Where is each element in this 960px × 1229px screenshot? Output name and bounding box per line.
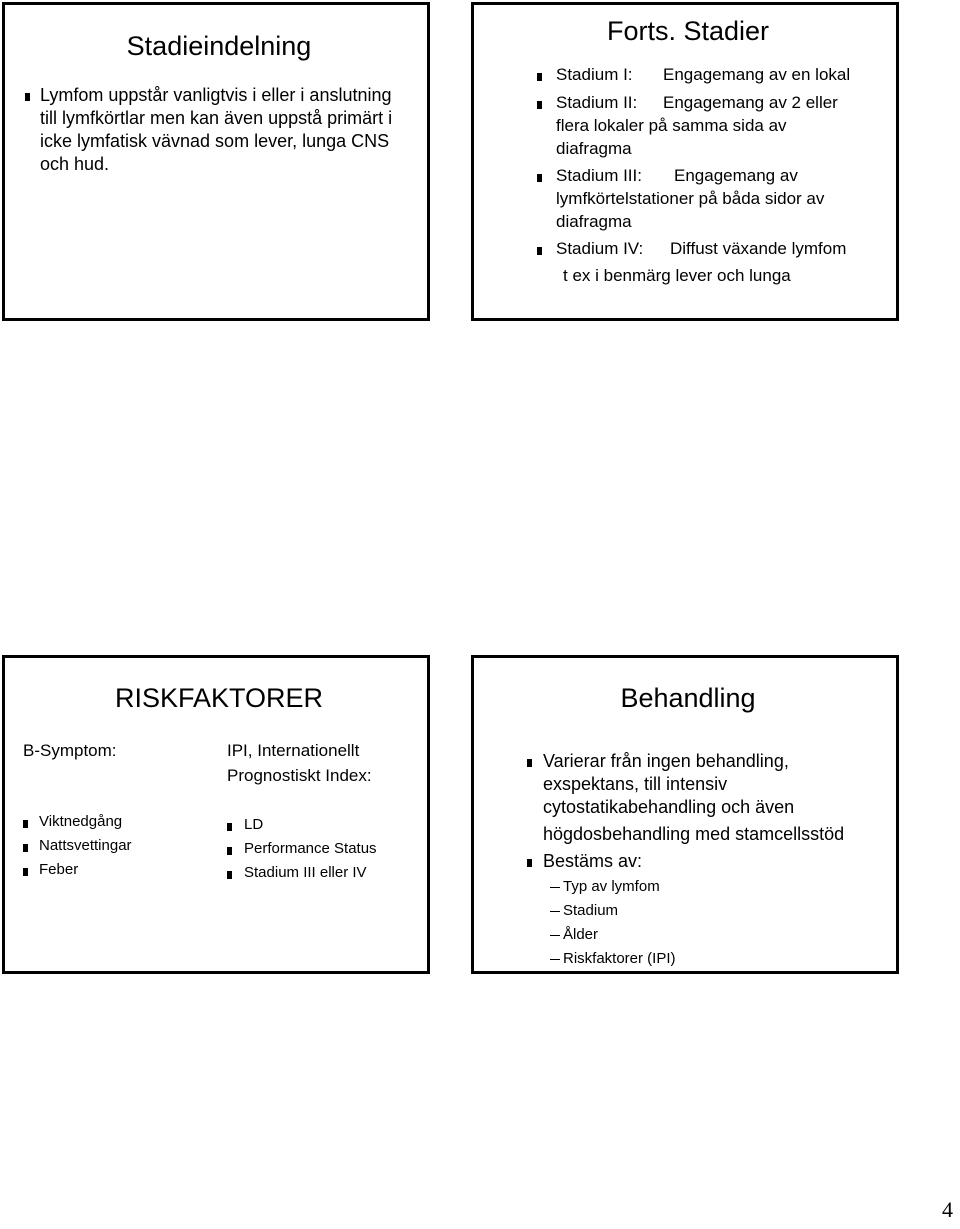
body-line-3: icke lymfatisk vävnad som lever, lunga CNS [40,131,390,151]
stage-3-cont-1: lymfkörtelstationer på båda sidor av [556,189,825,208]
stage-footer-line: t ex i benmärg lever och lunga [563,266,791,285]
stage-4-label: Stadium IV: [556,239,644,258]
body-line-1: Lymfom uppstår vanligtvis i eller i anslutning [40,85,392,105]
ipi-item-2: Performance Status [244,840,377,857]
slide-riskfaktorer [2,655,430,974]
treatment-line-1: Varierar från ingen behandling, [543,751,789,771]
symptom-item-2: Nattsvettingar [39,837,132,854]
stage-4-text: Diffust växande lymfom [670,239,847,258]
stage-2-cont-2: diafragma [556,139,632,158]
stage-2-label: Stadium II: [556,93,638,112]
stage-3-cont-2: diafragma [556,212,632,231]
slide-title: Stadieindelning [126,31,312,61]
bullet-icon [23,820,28,828]
bullet-icon [25,93,30,101]
body-line-2: till lymfkörtlar men kan även uppstå primärt i [40,108,393,128]
dash-icon [550,935,560,936]
subitem-1: Typ av lymfom [563,878,660,895]
ipi-item-1: LD [244,816,264,833]
slide-stadieindelning [2,2,430,321]
stage-1-label: Stadium I: [556,65,633,84]
slide-forts-stadier [471,2,899,321]
ipi-heading-line-2: Prognostiskt Index: [227,766,372,785]
stage-2-text: Engagemang av 2 eller [663,93,838,112]
slide-behandling [471,655,899,974]
subitem-3: Ålder [563,926,599,943]
treatment-line-3: cytostatikabehandling och även [543,797,795,817]
dash-icon [550,959,560,960]
bullet-icon [537,73,542,81]
slide-title: Behandling [620,683,756,713]
subitem-2: Stadium [563,902,619,919]
bullet-icon [537,101,542,109]
body-line-4: och hud. [40,154,110,174]
slide-title: RISKFAKTORER [114,683,324,713]
bullet-icon [23,868,28,876]
stage-3-text: Engagemang av [674,166,798,185]
bullet-icon [227,823,232,831]
bullet-icon [227,871,232,879]
treatment-line-2: exspektans, till intensiv [543,774,728,794]
bullet-icon [23,844,28,852]
ipi-heading-line-1: IPI, Internationellt [227,741,360,760]
bullet-icon [527,859,532,867]
ipi-item-3: Stadium III eller IV [244,864,367,881]
stage-1-text: Engagemang av en lokal [663,65,851,84]
stage-2-cont-1: flera lokaler på samma sida av [556,116,787,135]
dash-icon [550,911,560,912]
stage-3-label: Stadium III: [556,166,642,185]
determined-by-label: Bestäms av: [543,851,643,871]
treatment-line-4: högdosbehandling med stamcellsstöd [543,824,845,844]
bullet-icon [537,247,542,255]
symptom-item-3: Feber [39,861,79,878]
dash-icon [550,887,560,888]
bullet-icon [527,759,532,767]
subitem-4: Riskfaktorer (IPI) [563,950,676,967]
slide-title: Forts. Stadier [606,16,770,46]
bullet-icon [227,847,232,855]
b-symptom-heading: B-Symptom: [23,741,117,760]
symptom-item-1: Viktnedgång [39,813,123,830]
page-number: 4 [942,1197,953,1222]
bullet-icon [537,174,542,182]
